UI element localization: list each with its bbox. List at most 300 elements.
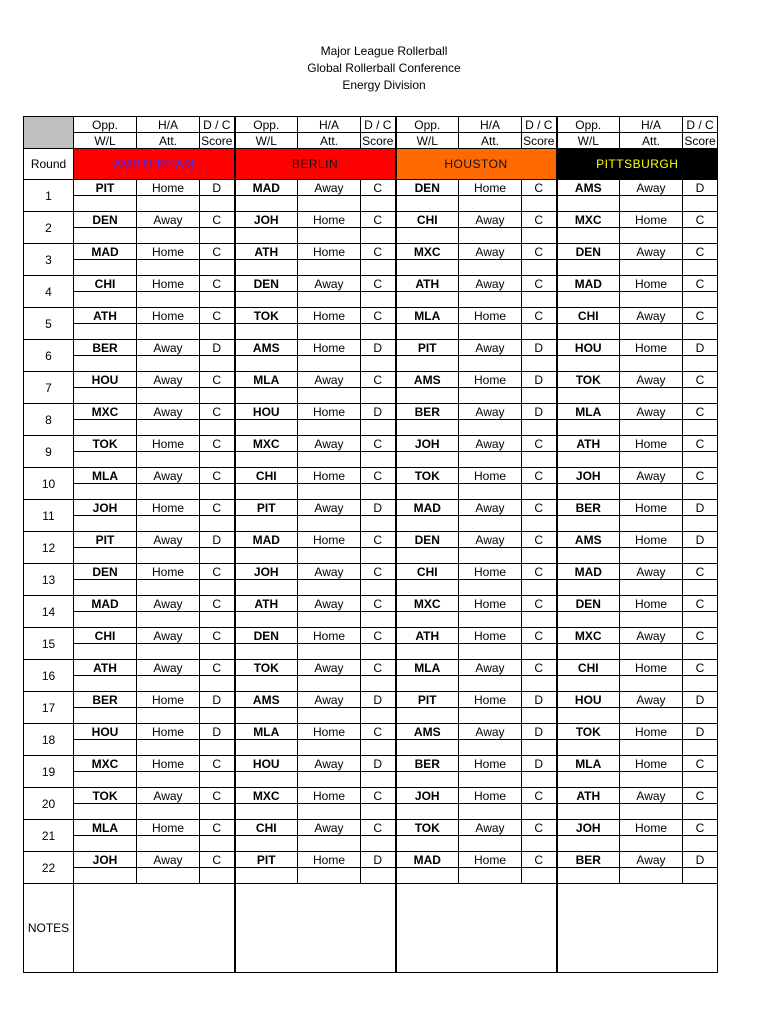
home-away-cell: Home	[298, 212, 361, 228]
score-cell	[200, 836, 235, 852]
opponent-cell: MXC	[74, 756, 137, 772]
score-cell	[361, 292, 396, 308]
opponent-cell: MLA	[74, 820, 137, 836]
home-away-cell: Home	[620, 756, 683, 772]
score-cell	[200, 708, 235, 724]
round-number: 3	[24, 244, 74, 276]
home-away-cell: Home	[298, 532, 361, 548]
win-loss-cell	[235, 388, 298, 404]
home-away-cell: Away	[620, 372, 683, 388]
attendance-cell	[298, 324, 361, 340]
round-number: 18	[24, 724, 74, 756]
round-row	[24, 724, 718, 740]
round-row	[24, 436, 718, 452]
round-number: 8	[24, 404, 74, 436]
score-cell	[200, 548, 235, 564]
home-away-cell: Home	[137, 436, 200, 452]
opponent-cell: TOK	[235, 660, 298, 676]
win-loss-cell	[74, 612, 137, 628]
opponent-cell: MAD	[557, 276, 620, 292]
attendance-cell	[298, 644, 361, 660]
score-cell	[361, 804, 396, 820]
opponent-cell: HOU	[235, 756, 298, 772]
home-away-cell: Away	[459, 212, 522, 228]
attendance-cell	[298, 356, 361, 372]
opponent-cell: MAD	[557, 564, 620, 580]
win-loss-cell	[396, 804, 459, 820]
day-type-cell: C	[200, 436, 235, 452]
opponent-cell: HOU	[557, 340, 620, 356]
home-away-cell: Away	[459, 532, 522, 548]
home-away-cell: Away	[620, 788, 683, 804]
round-row	[24, 500, 718, 516]
attendance-cell	[459, 260, 522, 276]
opponent-cell: MLA	[74, 468, 137, 484]
score-cell	[683, 388, 718, 404]
day-type-cell: C	[361, 724, 396, 740]
round-number: 10	[24, 468, 74, 500]
opponent-cell: ATH	[396, 276, 459, 292]
score-cell	[361, 868, 396, 884]
day-type-cell: C	[683, 244, 718, 260]
attendance-cell	[137, 740, 200, 756]
day-type-cell: C	[522, 532, 557, 548]
home-away-cell: Home	[298, 628, 361, 644]
attendance-cell	[620, 228, 683, 244]
opponent-cell: DEN	[74, 212, 137, 228]
attendance-cell	[620, 612, 683, 628]
score-cell	[200, 484, 235, 500]
win-loss-cell	[396, 356, 459, 372]
result-row	[24, 676, 718, 692]
win-loss-cell	[396, 612, 459, 628]
win-loss-cell	[74, 548, 137, 564]
day-type-cell: D	[522, 372, 557, 388]
attendance-cell	[137, 612, 200, 628]
opponent-cell: AMS	[235, 340, 298, 356]
home-away-cell: Away	[137, 212, 200, 228]
win-loss-cell	[396, 420, 459, 436]
win-loss-cell	[396, 772, 459, 788]
attendance-cell	[620, 420, 683, 436]
attendance-cell	[137, 356, 200, 372]
home-away-cell: Home	[459, 852, 522, 868]
win-loss-cell	[74, 228, 137, 244]
attendance-cell	[459, 324, 522, 340]
day-type-cell: C	[683, 564, 718, 580]
home-away-cell: Away	[298, 276, 361, 292]
win-loss-cell	[557, 644, 620, 660]
win-loss-cell	[557, 740, 620, 756]
home-away-cell: Away	[298, 692, 361, 708]
home-away-cell: Away	[459, 820, 522, 836]
attendance-cell	[137, 804, 200, 820]
home-away-cell: Away	[620, 852, 683, 868]
division-title: Energy Division	[342, 78, 426, 92]
score-cell	[522, 804, 557, 820]
result-row	[24, 612, 718, 628]
day-type-cell: C	[683, 788, 718, 804]
win-loss-cell	[74, 804, 137, 820]
col-score: Score	[200, 133, 235, 149]
score-cell	[200, 612, 235, 628]
day-type-cell: C	[361, 180, 396, 196]
score-cell	[522, 548, 557, 564]
win-loss-cell	[396, 580, 459, 596]
attendance-cell	[620, 196, 683, 212]
home-away-cell: Home	[298, 468, 361, 484]
day-type-cell: C	[522, 308, 557, 324]
day-type-cell: C	[683, 660, 718, 676]
attendance-cell	[620, 836, 683, 852]
win-loss-cell	[235, 580, 298, 596]
win-loss-cell	[235, 324, 298, 340]
win-loss-cell	[557, 484, 620, 500]
home-away-cell: Home	[620, 724, 683, 740]
score-cell	[522, 388, 557, 404]
win-loss-cell	[396, 516, 459, 532]
score-cell	[683, 356, 718, 372]
score-cell	[683, 548, 718, 564]
opponent-cell: TOK	[74, 788, 137, 804]
score-cell	[361, 772, 396, 788]
score-cell	[522, 676, 557, 692]
attendance-cell	[620, 516, 683, 532]
opponent-cell: MAD	[74, 244, 137, 260]
round-row	[24, 564, 718, 580]
attendance-cell	[137, 228, 200, 244]
day-type-cell: C	[200, 468, 235, 484]
home-away-cell: Home	[620, 276, 683, 292]
opponent-cell: HOU	[235, 404, 298, 420]
score-cell	[361, 836, 396, 852]
round-number: 17	[24, 692, 74, 724]
attendance-cell	[137, 676, 200, 692]
win-loss-cell	[557, 708, 620, 724]
col-opp: Opp.	[235, 117, 298, 133]
home-away-cell: Away	[137, 532, 200, 548]
day-type-cell: C	[683, 596, 718, 612]
score-cell	[522, 644, 557, 660]
score-cell	[522, 196, 557, 212]
attendance-cell	[137, 196, 200, 212]
notes-row	[24, 884, 718, 973]
opponent-cell: HOU	[557, 692, 620, 708]
attendance-cell	[137, 548, 200, 564]
schedule-body	[24, 117, 718, 973]
attendance-cell	[620, 388, 683, 404]
opponent-cell: TOK	[396, 820, 459, 836]
score-cell	[200, 868, 235, 884]
opponent-cell: MLA	[557, 756, 620, 772]
score-cell	[683, 452, 718, 468]
score-cell	[200, 580, 235, 596]
home-away-cell: Home	[137, 692, 200, 708]
header-row-bottom	[24, 133, 718, 149]
round-number: 19	[24, 756, 74, 788]
opponent-cell: BER	[557, 500, 620, 516]
round-row	[24, 340, 718, 356]
opponent-cell: JOH	[74, 852, 137, 868]
win-loss-cell	[235, 516, 298, 532]
day-type-cell: D	[200, 692, 235, 708]
opponent-cell: DEN	[235, 276, 298, 292]
opponent-cell: BER	[74, 340, 137, 356]
day-type-cell: C	[522, 180, 557, 196]
home-away-cell: Home	[137, 180, 200, 196]
attendance-cell	[137, 868, 200, 884]
home-away-cell: Home	[137, 500, 200, 516]
home-away-cell: Home	[620, 532, 683, 548]
score-cell	[522, 516, 557, 532]
win-loss-cell	[396, 260, 459, 276]
round-number: 16	[24, 660, 74, 692]
day-type-cell: C	[200, 852, 235, 868]
score-cell	[522, 260, 557, 276]
col-wl: W/L	[74, 133, 137, 149]
day-type-cell: C	[683, 628, 718, 644]
opponent-cell: PIT	[74, 180, 137, 196]
result-row	[24, 420, 718, 436]
opponent-cell: MXC	[235, 436, 298, 452]
opponent-cell: MXC	[235, 788, 298, 804]
opponent-cell: PIT	[396, 340, 459, 356]
score-cell	[200, 804, 235, 820]
opponent-cell: DEN	[235, 628, 298, 644]
score-cell	[522, 868, 557, 884]
attendance-cell	[620, 260, 683, 276]
opponent-cell: ATH	[235, 244, 298, 260]
home-away-cell: Away	[459, 244, 522, 260]
notes-cell	[235, 884, 396, 973]
home-away-cell: Away	[298, 820, 361, 836]
opponent-cell: CHI	[74, 276, 137, 292]
home-away-cell: Away	[459, 340, 522, 356]
opponent-cell: AMS	[396, 372, 459, 388]
attendance-cell	[298, 260, 361, 276]
day-type-cell: D	[522, 340, 557, 356]
home-away-cell: Away	[459, 660, 522, 676]
home-away-cell: Home	[459, 756, 522, 772]
attendance-cell	[459, 708, 522, 724]
day-type-cell: C	[522, 468, 557, 484]
day-type-cell: C	[522, 276, 557, 292]
home-away-cell: Away	[620, 244, 683, 260]
attendance-cell	[298, 676, 361, 692]
win-loss-cell	[235, 740, 298, 756]
col-score: Score	[361, 133, 396, 149]
day-type-cell: D	[361, 500, 396, 516]
round-number: 22	[24, 852, 74, 884]
result-row	[24, 868, 718, 884]
opponent-cell: TOK	[74, 436, 137, 452]
win-loss-cell	[74, 292, 137, 308]
opponent-cell: PIT	[235, 852, 298, 868]
home-away-cell: Away	[620, 180, 683, 196]
attendance-cell	[298, 804, 361, 820]
opponent-cell: PIT	[235, 500, 298, 516]
score-cell	[683, 228, 718, 244]
day-type-cell: D	[683, 180, 718, 196]
opponent-cell: DEN	[74, 564, 137, 580]
home-away-cell: Away	[137, 468, 200, 484]
win-loss-cell	[74, 836, 137, 852]
home-away-cell: Home	[137, 820, 200, 836]
attendance-cell	[137, 452, 200, 468]
day-type-cell: C	[361, 660, 396, 676]
score-cell	[361, 580, 396, 596]
round-row	[24, 596, 718, 612]
attendance-cell	[137, 708, 200, 724]
opponent-cell: JOH	[557, 468, 620, 484]
opponent-cell: MAD	[235, 180, 298, 196]
day-type-cell: C	[522, 660, 557, 676]
opponent-cell: ATH	[74, 308, 137, 324]
attendance-cell	[137, 420, 200, 436]
opponent-cell: HOU	[74, 724, 137, 740]
home-away-cell: Away	[459, 500, 522, 516]
score-cell	[683, 324, 718, 340]
score-cell	[683, 484, 718, 500]
round-number: 14	[24, 596, 74, 628]
col-opp: Opp.	[557, 117, 620, 133]
score-cell	[522, 324, 557, 340]
opponent-cell: MXC	[557, 628, 620, 644]
round-row	[24, 692, 718, 708]
home-away-cell: Home	[298, 340, 361, 356]
day-type-cell: C	[683, 276, 718, 292]
score-cell	[200, 676, 235, 692]
opponent-cell: DEN	[396, 180, 459, 196]
day-type-cell: C	[683, 436, 718, 452]
score-cell	[200, 772, 235, 788]
schedule-table	[23, 116, 718, 973]
home-away-cell: Away	[459, 436, 522, 452]
attendance-cell	[137, 324, 200, 340]
opponent-cell: ATH	[557, 436, 620, 452]
score-cell	[683, 516, 718, 532]
round-number: 5	[24, 308, 74, 340]
attendance-cell	[459, 516, 522, 532]
home-away-cell: Away	[298, 596, 361, 612]
home-away-cell: Home	[459, 692, 522, 708]
win-loss-cell	[557, 324, 620, 340]
win-loss-cell	[235, 676, 298, 692]
result-row	[24, 324, 718, 340]
opponent-cell: AMS	[557, 180, 620, 196]
round-number: 6	[24, 340, 74, 372]
win-loss-cell	[557, 260, 620, 276]
score-cell	[522, 708, 557, 724]
score-cell	[683, 868, 718, 884]
col-score: Score	[522, 133, 557, 149]
col-score: Score	[684, 133, 716, 148]
attendance-cell	[137, 580, 200, 596]
col-dc: D / C	[683, 117, 718, 133]
opponent-cell: TOK	[557, 724, 620, 740]
round-number: 7	[24, 372, 74, 404]
attendance-cell	[620, 292, 683, 308]
score-cell	[522, 836, 557, 852]
attendance-cell	[620, 708, 683, 724]
attendance-cell	[298, 868, 361, 884]
win-loss-cell	[557, 676, 620, 692]
home-away-cell: Home	[620, 660, 683, 676]
result-row	[24, 836, 718, 852]
round-number: 11	[24, 500, 74, 532]
attendance-cell	[459, 196, 522, 212]
score-cell	[522, 452, 557, 468]
win-loss-cell	[74, 644, 137, 660]
day-type-cell: C	[683, 308, 718, 324]
attendance-cell	[620, 868, 683, 884]
score-cell	[522, 772, 557, 788]
opponent-cell: MAD	[74, 596, 137, 612]
score-cell	[361, 420, 396, 436]
day-type-cell: C	[683, 404, 718, 420]
day-type-cell: C	[200, 276, 235, 292]
day-type-cell: C	[200, 596, 235, 612]
attendance-cell	[298, 452, 361, 468]
round-number: 2	[24, 212, 74, 244]
col-wl: W/L	[235, 133, 298, 149]
home-away-cell: Home	[137, 308, 200, 324]
attendance-cell	[298, 228, 361, 244]
win-loss-cell	[74, 388, 137, 404]
home-away-cell: Away	[620, 564, 683, 580]
score-cell	[683, 836, 718, 852]
opponent-cell: CHI	[396, 212, 459, 228]
round-header: Round	[24, 149, 74, 180]
round-row	[24, 628, 718, 644]
col-att: Att.	[298, 133, 361, 149]
day-type-cell: C	[200, 212, 235, 228]
score-cell	[361, 388, 396, 404]
round-number: 4	[24, 276, 74, 308]
win-loss-cell	[235, 420, 298, 436]
win-loss-cell	[557, 196, 620, 212]
home-away-cell: Away	[459, 404, 522, 420]
opponent-cell: PIT	[74, 532, 137, 548]
opponent-cell: JOH	[74, 500, 137, 516]
col-opp: Opp.	[74, 117, 137, 133]
win-loss-cell	[396, 740, 459, 756]
attendance-cell	[298, 612, 361, 628]
day-type-cell: C	[361, 628, 396, 644]
opponent-cell: MLA	[557, 404, 620, 420]
result-row	[24, 228, 718, 244]
home-away-cell: Home	[459, 596, 522, 612]
col-ha: H/A	[137, 117, 200, 133]
home-away-cell: Away	[459, 724, 522, 740]
win-loss-cell	[557, 548, 620, 564]
attendance-cell	[620, 484, 683, 500]
day-type-cell: C	[361, 372, 396, 388]
home-away-cell: Away	[137, 788, 200, 804]
day-type-cell: C	[200, 404, 235, 420]
day-type-cell: D	[361, 756, 396, 772]
result-row	[24, 196, 718, 212]
result-row	[24, 740, 718, 756]
opponent-cell: BER	[396, 756, 459, 772]
attendance-cell	[620, 356, 683, 372]
opponent-cell: BER	[396, 404, 459, 420]
opponent-cell: MLA	[396, 308, 459, 324]
attendance-cell	[459, 388, 522, 404]
round-row	[24, 660, 718, 676]
score-cell	[361, 516, 396, 532]
opponent-cell: AMS	[557, 532, 620, 548]
